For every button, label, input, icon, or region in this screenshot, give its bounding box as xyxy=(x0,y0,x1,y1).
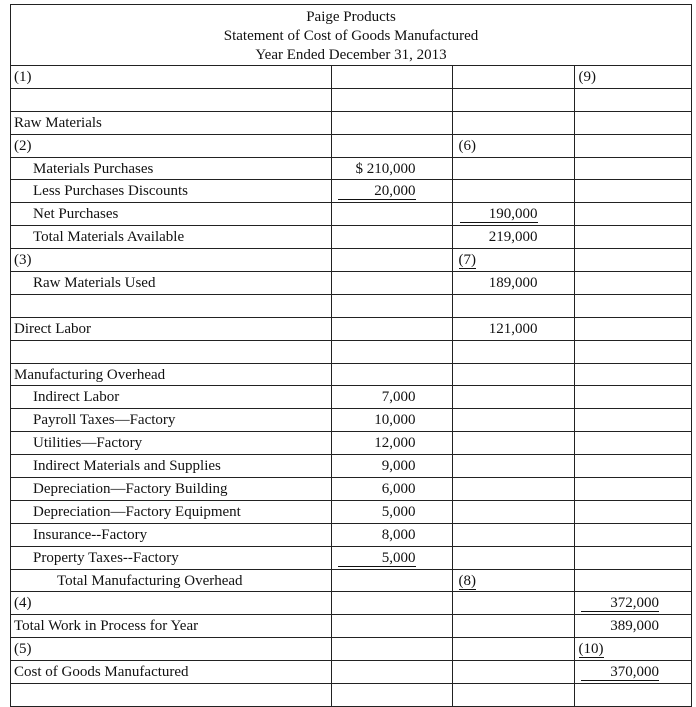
column-c-cell xyxy=(574,523,691,546)
column-b-cell xyxy=(452,157,574,180)
cell-value: 372,000 xyxy=(581,596,659,612)
column-b-cell xyxy=(452,569,574,592)
row-label: Less Purchases Discounts xyxy=(11,180,331,203)
row-label: Depreciation—Factory Equipment xyxy=(11,500,331,523)
column-c-cell xyxy=(574,684,691,706)
column-b-cell xyxy=(452,249,574,272)
column-b-cell xyxy=(452,500,574,523)
row-label: Payroll Taxes—Factory xyxy=(11,409,331,432)
column-c-cell xyxy=(574,615,691,638)
column-b-cell xyxy=(452,386,574,409)
cost-of-goods-statement xyxy=(10,4,692,707)
column-a-cell xyxy=(331,638,452,661)
table-row xyxy=(11,455,691,478)
column-c-cell xyxy=(574,272,691,295)
column-b-cell xyxy=(452,523,574,546)
table-row xyxy=(11,249,691,272)
column-b-cell xyxy=(452,203,574,226)
column-a-cell xyxy=(331,157,452,180)
column-c-cell xyxy=(574,111,691,134)
row-label: Net Purchases xyxy=(11,203,331,226)
column-c-cell xyxy=(574,66,691,88)
column-a-cell xyxy=(331,111,452,134)
row-label: Direct Labor xyxy=(11,317,331,340)
table-row xyxy=(11,615,691,638)
cell-value: 20,000 xyxy=(338,184,416,200)
column-c-cell xyxy=(574,500,691,523)
cell-value: 370,000 xyxy=(581,665,659,681)
column-b-cell xyxy=(452,66,574,88)
column-a-cell xyxy=(331,66,452,88)
table-row xyxy=(11,226,691,249)
column-b-cell xyxy=(452,340,574,363)
table-row xyxy=(11,180,691,203)
table-row xyxy=(11,409,691,432)
column-a-cell xyxy=(331,546,452,569)
cell-value: (8) xyxy=(458,572,476,589)
cell-value: 189,000 xyxy=(488,274,538,291)
column-b-cell xyxy=(452,432,574,455)
column-b-cell xyxy=(452,294,574,317)
statement-title: Statement of Cost of Goods Manufactured xyxy=(223,28,479,44)
column-a-cell xyxy=(331,88,452,111)
column-c-cell xyxy=(574,340,691,363)
cell-value: 6,000 xyxy=(381,480,416,497)
table-row xyxy=(11,478,691,501)
row-label: Utilities—Factory xyxy=(11,432,331,455)
column-c-cell xyxy=(574,661,691,684)
table-row xyxy=(11,363,691,386)
cell-value: (9) xyxy=(578,68,596,85)
column-b-cell xyxy=(452,684,574,706)
row-label: Raw Materials xyxy=(11,111,331,134)
table-row xyxy=(11,661,691,684)
row-label xyxy=(11,294,331,317)
table-row xyxy=(11,638,691,661)
cell-value: 8,000 xyxy=(381,526,416,543)
table-row xyxy=(11,272,691,295)
row-label: Depreciation—Factory Building xyxy=(11,478,331,501)
column-c-cell xyxy=(574,157,691,180)
row-label: Property Taxes--Factory xyxy=(11,546,331,569)
cell-value: (7) xyxy=(458,252,476,269)
column-c-cell xyxy=(574,455,691,478)
column-b-cell xyxy=(452,363,574,386)
column-c-cell xyxy=(574,363,691,386)
cell-value: 5,000 xyxy=(381,503,416,520)
row-label: Indirect Materials and Supplies xyxy=(11,455,331,478)
row-label xyxy=(11,340,331,363)
cell-value: 7,000 xyxy=(381,389,416,406)
column-b-cell xyxy=(452,615,574,638)
cell-value: 9,000 xyxy=(381,458,416,475)
column-b-cell xyxy=(452,226,574,249)
table-row xyxy=(11,66,691,88)
column-a-cell xyxy=(331,432,452,455)
cell-value: 389,000 xyxy=(610,618,659,635)
column-c-cell xyxy=(574,180,691,203)
table-row xyxy=(11,203,691,226)
column-b-cell xyxy=(452,111,574,134)
row-label: Total Materials Available xyxy=(11,226,331,249)
row-label: Total Work in Process for Year xyxy=(11,615,331,638)
column-a-cell xyxy=(331,523,452,546)
column-a-cell xyxy=(331,661,452,684)
table-row xyxy=(11,432,691,455)
row-label: Insurance--Factory xyxy=(11,523,331,546)
column-a-cell xyxy=(331,294,452,317)
table-row xyxy=(11,569,691,592)
column-b-cell xyxy=(452,661,574,684)
column-a-cell xyxy=(331,226,452,249)
column-b-cell xyxy=(452,180,574,203)
column-c-cell xyxy=(574,432,691,455)
row-label: (2) xyxy=(11,134,331,157)
row-label: Materials Purchases xyxy=(11,157,331,180)
column-b-cell xyxy=(452,478,574,501)
cell-value: 121,000 xyxy=(488,320,538,337)
column-b-cell xyxy=(452,455,574,478)
cell-value: $ 210,000 xyxy=(355,160,416,177)
column-a-cell xyxy=(331,478,452,501)
column-a-cell xyxy=(331,249,452,272)
statement-period: Year Ended December 31, 2013 xyxy=(255,47,447,63)
table-row xyxy=(11,157,691,180)
column-a-cell xyxy=(331,615,452,638)
column-b-cell xyxy=(452,592,574,615)
column-a-cell xyxy=(331,684,452,706)
column-b-cell xyxy=(452,272,574,295)
column-c-cell xyxy=(574,569,691,592)
column-c-cell xyxy=(574,203,691,226)
column-c-cell xyxy=(574,134,691,157)
column-a-cell xyxy=(331,340,452,363)
column-b-cell xyxy=(452,546,574,569)
column-a-cell xyxy=(331,409,452,432)
row-label: (3) xyxy=(11,249,331,272)
table-row xyxy=(11,546,691,569)
cell-value: 12,000 xyxy=(374,435,416,452)
statement-table xyxy=(11,66,691,706)
row-label: Manufacturing Overhead xyxy=(11,363,331,386)
column-a-cell xyxy=(331,134,452,157)
company-name: Paige Products xyxy=(306,9,396,25)
row-label: Cost of Goods Manufactured xyxy=(11,661,331,684)
column-c-cell xyxy=(574,409,691,432)
row-label: (4) xyxy=(11,592,331,615)
table-row xyxy=(11,523,691,546)
column-a-cell xyxy=(331,272,452,295)
table-row xyxy=(11,340,691,363)
table-row xyxy=(11,317,691,340)
column-a-cell xyxy=(331,569,452,592)
column-b-cell xyxy=(452,88,574,111)
column-c-cell xyxy=(574,638,691,661)
column-c-cell xyxy=(574,386,691,409)
row-label xyxy=(11,684,331,706)
cell-value: 5,000 xyxy=(338,551,416,567)
column-a-cell xyxy=(331,592,452,615)
column-a-cell xyxy=(331,203,452,226)
column-c-cell xyxy=(574,249,691,272)
column-a-cell xyxy=(331,363,452,386)
row-label: (1) xyxy=(11,66,331,88)
table-row xyxy=(11,111,691,134)
column-b-cell xyxy=(452,409,574,432)
column-a-cell xyxy=(331,455,452,478)
cell-value: (6) xyxy=(458,137,476,154)
column-a-cell xyxy=(331,386,452,409)
statement-header xyxy=(11,5,691,66)
row-label: Raw Materials Used xyxy=(11,272,331,295)
column-c-cell xyxy=(574,546,691,569)
column-c-cell xyxy=(574,592,691,615)
row-label: (5) xyxy=(11,638,331,661)
column-c-cell xyxy=(574,226,691,249)
table-row xyxy=(11,684,691,706)
cell-value: 219,000 xyxy=(488,229,538,246)
column-a-cell xyxy=(331,180,452,203)
column-a-cell xyxy=(331,317,452,340)
table-row xyxy=(11,592,691,615)
column-c-cell xyxy=(574,294,691,317)
row-label: Total Manufacturing Overhead xyxy=(11,569,331,592)
table-row xyxy=(11,134,691,157)
column-c-cell xyxy=(574,478,691,501)
cell-value: 190,000 xyxy=(460,207,538,223)
column-b-cell xyxy=(452,638,574,661)
column-b-cell xyxy=(452,317,574,340)
column-c-cell xyxy=(574,317,691,340)
table-row xyxy=(11,294,691,317)
cell-value: 10,000 xyxy=(374,412,416,429)
table-row xyxy=(11,500,691,523)
column-b-cell xyxy=(452,134,574,157)
column-c-cell xyxy=(574,88,691,111)
row-label xyxy=(11,88,331,111)
table-row xyxy=(11,88,691,111)
row-label: Indirect Labor xyxy=(11,386,331,409)
cell-value: (10) xyxy=(578,641,604,658)
column-a-cell xyxy=(331,500,452,523)
table-row xyxy=(11,386,691,409)
